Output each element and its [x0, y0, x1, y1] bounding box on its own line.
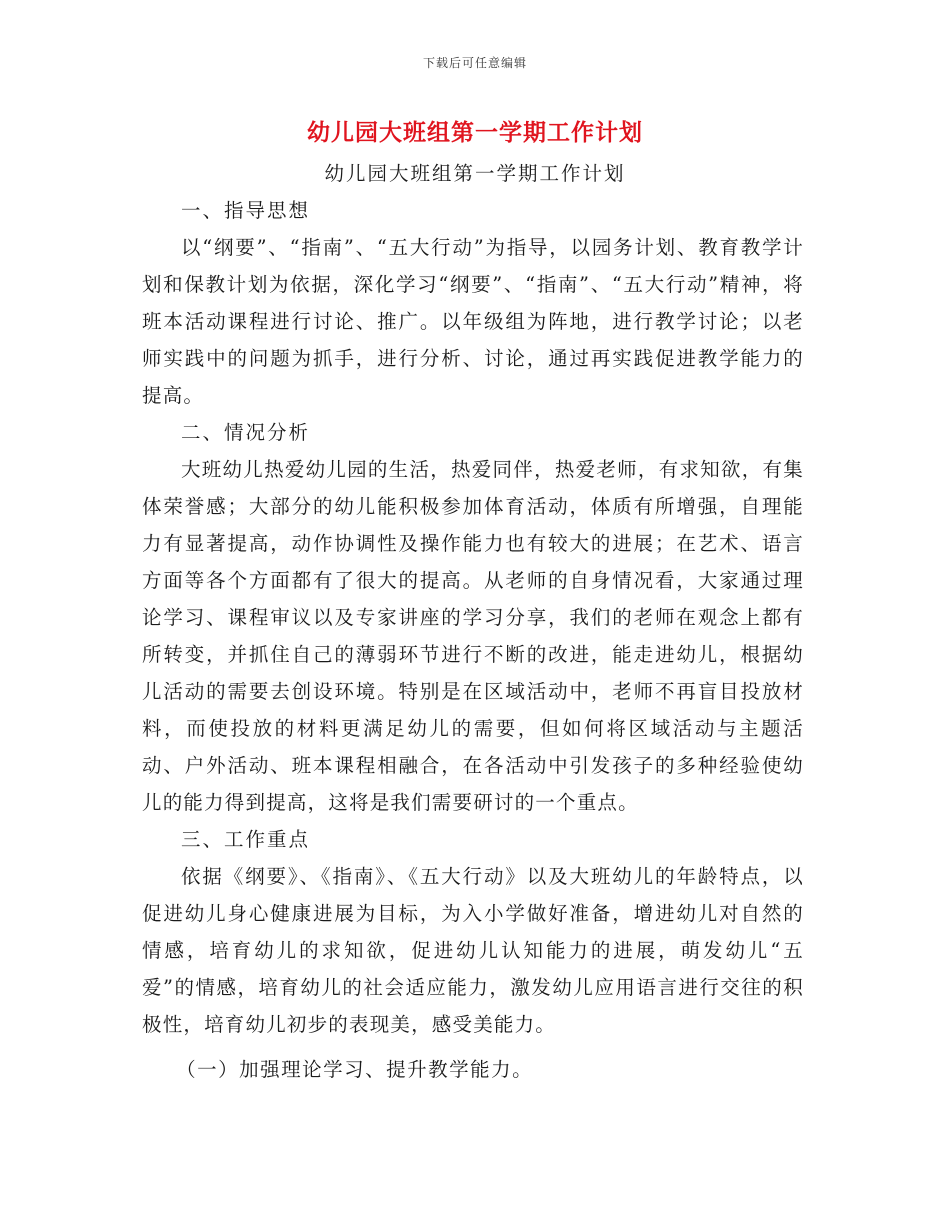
- section-heading-guiding-ideology: 一、指导思想: [181, 199, 311, 222]
- document-title: 幼儿园大班组第一学期工作计划: [307, 119, 643, 146]
- section-paragraph-guiding-ideology: 以“纲要”、“指南”、“五大行动”为指导，以园务计划、教育教学计划和保教计划为依据，深化学习“纲要”、“指南”、“五大行动”精神，将班本活动课程进行讨论、推广。以年级组为阵地，进行教学讨论；以老师实践中的问题为抓手，进行分析、讨论，通过再实践促进教学能力的提高。: [142, 236, 804, 407]
- document-body: [142, 155, 804, 1088]
- subsection-heading-theory-study: （一）加强理论学习、提升教学能力。: [176, 1058, 534, 1081]
- section-paragraph-work-focus: 依据《纲要》、《指南》、《五大行动》以及大班幼儿的年龄特点，以促进幼儿身心健康进展为目标，为入小学做好准备，增进幼儿对自然的情感，培育幼儿的求知欲，促进幼儿认知能力的进展，萌发幼儿“五爱”的情感，培育幼儿的社会适应能力，激发幼儿应用语言进行交往的积极性，培育幼儿初步的表现美，感受美能力。: [142, 865, 804, 1036]
- section-heading-situation-analysis: 二、情况分析: [181, 421, 311, 444]
- page-header-note: 下载后可任意编辑: [422, 56, 527, 70]
- section-paragraph-situation-analysis: 大班幼儿热爱幼儿园的生活，热爱同伴，热爱老师，有求知欲，有集体荣誉感；大部分的幼儿能积极参加体育活动，体质有所增强，自理能力有显著提高，动作协调性及操作能力也有较大的进展；在艺术、语言方面等各个方面都有了很大的提高。从老师的自身情况看，大家通过理论学习、课程审议以及专家讲座的学习分享，我们的老师在观念上都有所转变，并抓住自己的薄弱环节进行不断的改进，能走进幼儿，根据幼儿活动的需要去创设环境。特别是在区域活动中，老师不再盲目投放材料，而使投放的材料更满足幼儿的需要，但如何将区域活动与主题活动、户外活动、班本课程相融合，在各活动中引发孩子的多种经验使幼儿的能力得到提高，这将是我们需要研讨的一个重点。: [142, 458, 804, 814]
- section-heading-work-focus: 三、工作重点: [181, 828, 311, 851]
- document-subtitle: 幼儿园大班组第一学期工作计划: [324, 162, 626, 185]
